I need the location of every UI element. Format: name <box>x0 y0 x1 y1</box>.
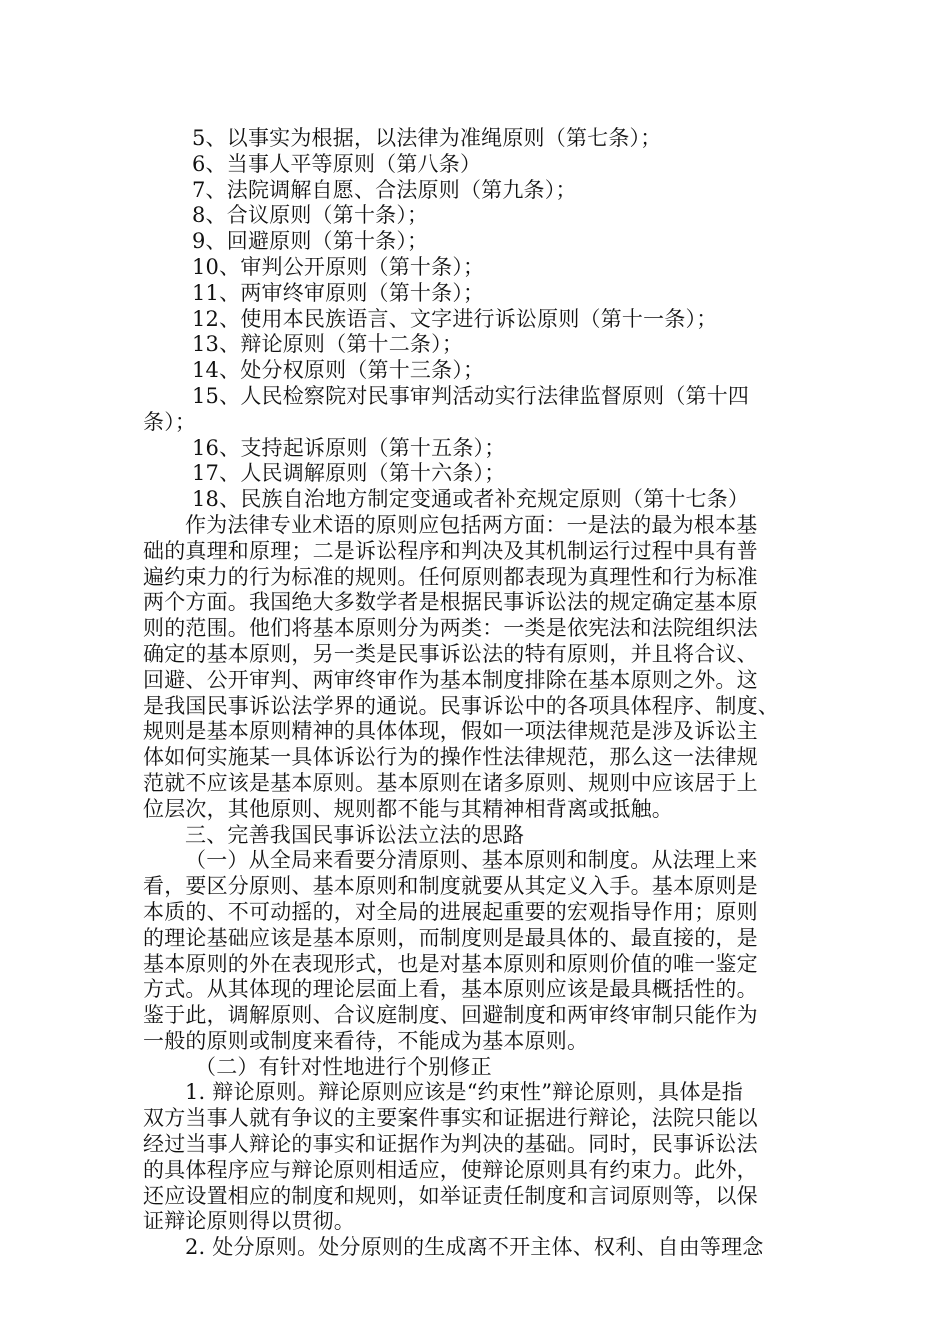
text-line: 17、人民调解原则（第十六条）； <box>192 461 506 486</box>
text-line: 回避、公开审判、两审终审作为基本制度排除在基本原则之外。这 <box>143 667 758 692</box>
text-line: （一）从全局来看要分清原则、基本原则和制度。从法理上来 <box>185 848 758 873</box>
text-line: 还应设置相应的制度和规则，如举证责任制度和言词原则等，以保 <box>143 1183 758 1208</box>
text-line: 16、支持起诉原则（第十五条）； <box>192 435 506 460</box>
text-line: 5、以事实为根据，以法律为准绳原则（第七条）； <box>192 126 662 150</box>
text-line: 的理论基础应该是基本原则，而制度则是最具体的、最直接的，是 <box>143 925 758 950</box>
text-line: 确定的基本原则，另一类是民事诉讼法的特有原则，并且将合议、 <box>143 641 758 666</box>
text-line: 条）； <box>143 409 197 434</box>
text-line: 15、人民检察院对民事审判活动实行法律监督原则（第十四 <box>192 383 750 408</box>
text-line: 8、合议原则（第十条）； <box>192 203 429 228</box>
text-line: 18、民族自治地方制定变通或者补充规定原则（第十七条） <box>192 487 750 512</box>
text-line: 经过当事人辩论的事实和证据作为判决的基础。同时，民事诉讼法 <box>143 1132 758 1157</box>
text-line: 规则是基本原则精神的具体体现，假如一项法律规范是涉及诉讼主 <box>143 719 758 744</box>
text-line: 14、处分权原则（第十三条）； <box>192 358 485 383</box>
text-line: 12、使用本民族语言、文字进行诉讼原则（第十一条）； <box>192 306 718 331</box>
text-line: 则的范围。他们将基本原则分为两类：一类是依宪法和法院组织法 <box>143 616 758 641</box>
text-line: 本质的、不可动摇的，对全局的进展起重要的宏观指导作用；原则 <box>143 899 758 924</box>
text-line: 双方当事人就有争议的主要案件事实和证据进行辩论，法院只能以 <box>143 1106 758 1131</box>
text-line: 6、当事人平等原则（第八条） <box>192 151 482 176</box>
text-line: 13、辩论原则（第十二条）； <box>192 332 464 357</box>
text-line: 两个方面。我国绝大多数学者是根据民事诉讼法的规定确定基本原 <box>143 590 758 615</box>
text-line: 位层次，其他原则、规则都不能与其精神相背离或抵触。 <box>143 796 673 821</box>
text-line: 基本原则的外在表现形式，也是对基本原则和原则价值的唯一鉴定 <box>143 951 758 976</box>
text-line: （二）有针对性地进行个别修正 <box>195 1054 492 1079</box>
text-line: 证辩论原则得以贯彻。 <box>143 1209 355 1234</box>
text-line: 三、完善我国民事诉讼法立法的思路 <box>185 822 525 847</box>
text-line: 作为法律专业术语的原则应包括两方面：一是法的最为根本基 <box>185 512 758 537</box>
document-body <box>143 126 811 1261</box>
text-line: 11、两审终审原则（第十条）； <box>192 280 485 305</box>
text-line: 础的真理和原理；二是诉讼程序和判决及其机制运行过程中具有普 <box>143 538 758 563</box>
text-line: 看，要区分原则、基本原则和制度就要从其定义入手。基本原则是 <box>143 874 758 899</box>
text-line: 方式。从其体现的理论层面上看，基本原则应该是最具概括性的。 <box>143 977 758 1002</box>
text-line: 一般的原则或制度来看待，不能成为基本原则。 <box>143 1028 589 1053</box>
text-line: 10、审判公开原则（第十条）； <box>192 254 485 279</box>
text-line: 2. 处分原则。处分原则的生成离不开主体、权利、自由等理念 <box>185 1235 764 1260</box>
text-line: 范就不应该是基本原则。基本原则在诸多原则、规则中应该居于上 <box>143 770 758 795</box>
text-line: 7、法院调解自愿、合法原则（第九条）； <box>192 177 577 202</box>
text-line: 1. 辩论原则。辩论原则应该是“约束性”辩论原则，具体是指 <box>185 1080 743 1105</box>
text-line: 是我国民事诉讼法学界的通说。民事诉讼中的各项具体程序、制度、 <box>143 693 779 718</box>
text-line: 体如何实施某一具体诉讼行为的操作性法律规范，那么这一法律规 <box>143 745 758 770</box>
text-line: 遍约束力的行为标准的规则。任何原则都表现为真理性和行为标准 <box>143 564 758 589</box>
text-line: 9、回避原则（第十条）； <box>192 229 429 254</box>
text-line: 的具体程序应与辩论原则相适应，使辩论原则具有约束力。此外， <box>143 1157 758 1182</box>
text-line: 鉴于此，调解原则、合议庭制度、回避制度和两审终审制只能作为 <box>143 1003 758 1028</box>
